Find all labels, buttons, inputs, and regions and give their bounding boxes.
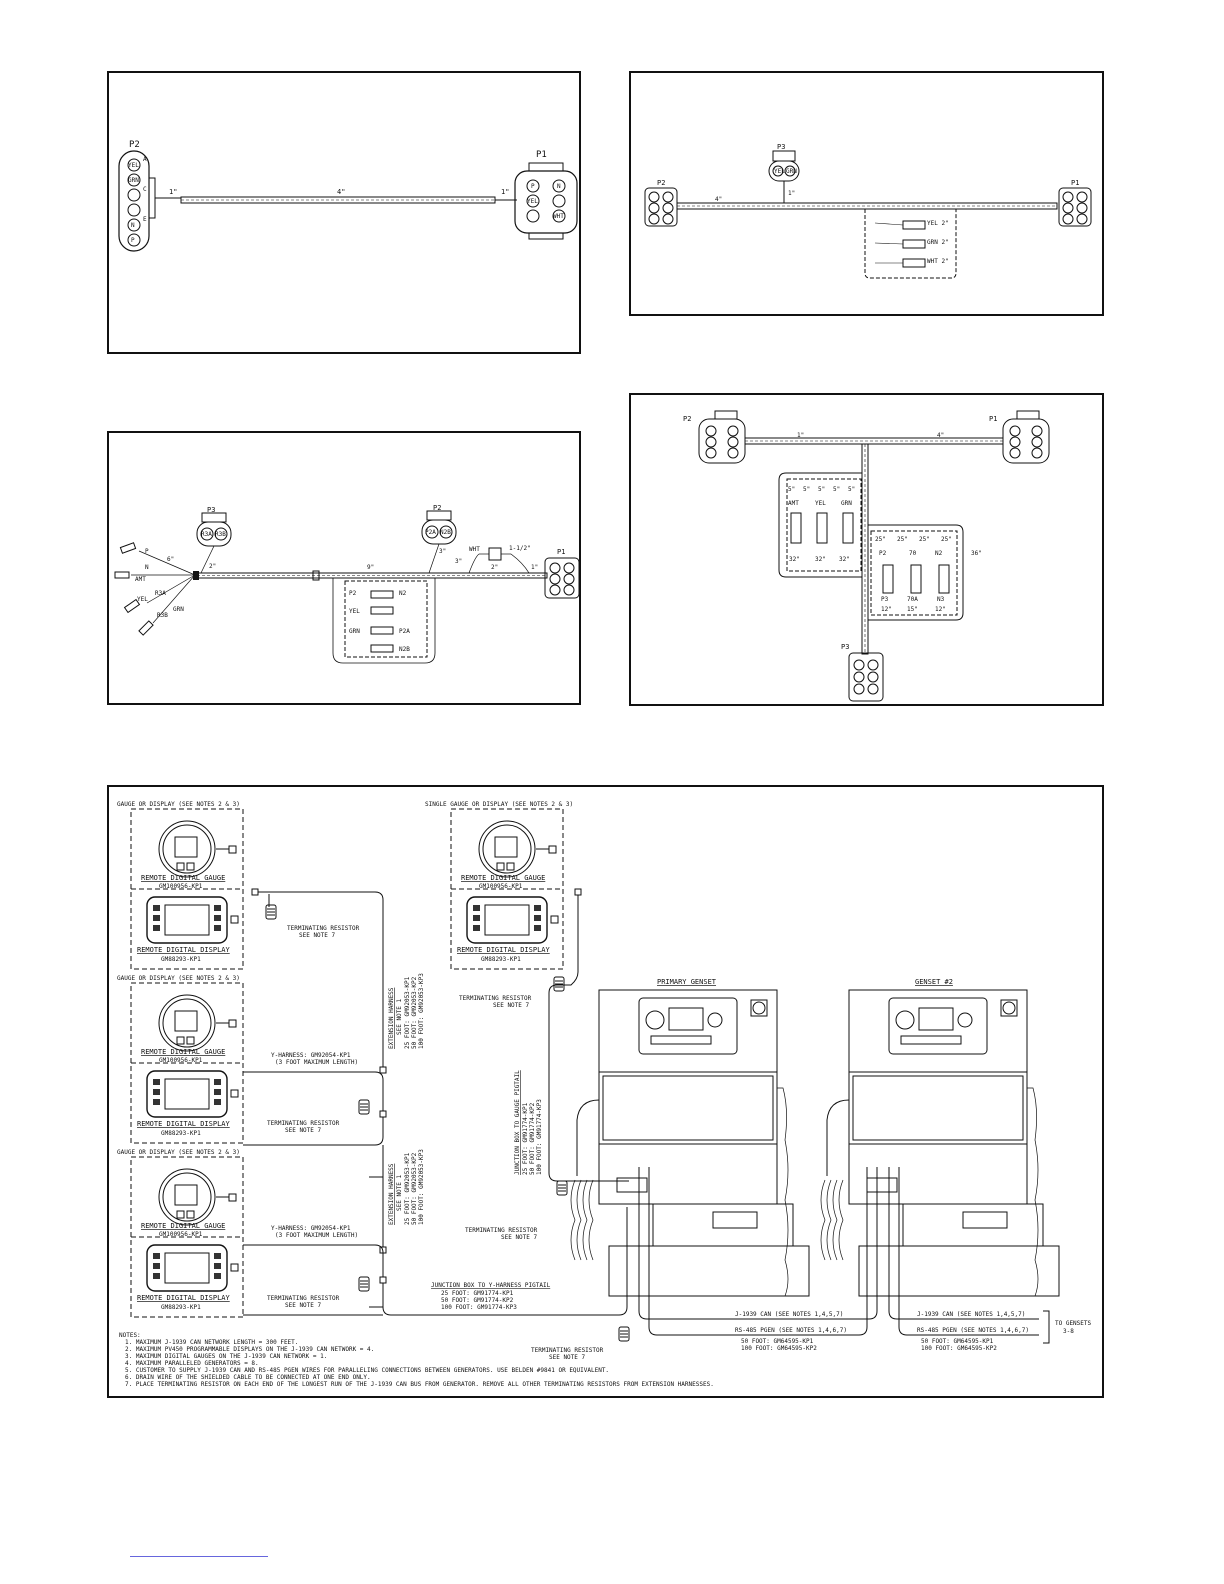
lower-top-2: 25" bbox=[897, 536, 908, 543]
note-5: 5. CUSTOMER TO SUPPLY J-1939 CAN AND RS-485 PGEN WIRES FOR PARALLELING CONNECTIONS BETWEEN GENERATORS. USE BELDEN #9841 OR EQUIVALENT. bbox=[125, 1367, 610, 1374]
footer-rule bbox=[130, 1556, 268, 1557]
term-res-1a: TERMINATING RESISTOR bbox=[287, 925, 360, 932]
len-mid: 4" bbox=[337, 188, 346, 196]
lead-r3a: R3A bbox=[155, 590, 166, 597]
harness-diagram-d bbox=[629, 393, 1104, 706]
extension-harness-wiring bbox=[243, 889, 629, 1315]
group1-gauge-pn: GM100956-KP1 bbox=[159, 883, 203, 890]
upper-bottom-len-3: 32" bbox=[839, 556, 850, 563]
single-display-label: REMOTE DIGITAL DISPLAY bbox=[457, 946, 550, 954]
lower-top-1: 25" bbox=[875, 536, 886, 543]
term-res-5b: SEE NOTE 7 bbox=[501, 1234, 538, 1241]
group3-title: GAUGE OR DISPLAY (SEE NOTES 2 & 3) bbox=[117, 1149, 240, 1156]
len-2: 2" bbox=[209, 563, 217, 570]
primary-pgen-pn1: 50 FOOT: GM64595-KP1 bbox=[741, 1338, 814, 1345]
p2-label: P2 bbox=[657, 179, 666, 187]
jb-y-pn2: 50 FOOT: GM91774-KP2 bbox=[441, 1297, 514, 1304]
upper-len-1: 5" bbox=[788, 486, 796, 493]
lower-len-2: 15" bbox=[907, 606, 918, 613]
ext-harness-2-note: SEE NOTE 1 bbox=[396, 1174, 403, 1211]
lower-len-1: 12" bbox=[881, 606, 892, 613]
group1-display-pn: GM88293-KP1 bbox=[161, 956, 201, 963]
group1-gauge-label: REMOTE DIGITAL GAUGE bbox=[141, 874, 226, 882]
p2-pin-1: YEL bbox=[128, 162, 139, 169]
cable-b bbox=[677, 203, 1057, 278]
len-right: 1" bbox=[501, 188, 510, 196]
p2-label: P2 bbox=[433, 504, 442, 512]
ext-harness-2-title: EXTENSION HARNESS bbox=[388, 1163, 395, 1225]
harness-a-drawing bbox=[109, 73, 583, 356]
yh-2a: Y-HARNESS: GM92054-KP1 bbox=[271, 1225, 351, 1232]
jb-y-title: JUNCTION BOX TO Y-HARNESS PIGTAIL bbox=[431, 1282, 551, 1289]
upper-len-3: 5" bbox=[818, 486, 826, 493]
yh-1a: Y-HARNESS: GM92054-KP1 bbox=[271, 1052, 351, 1059]
connector-p1 bbox=[1003, 411, 1049, 463]
p3-pin-a: R3A bbox=[201, 531, 212, 538]
connector-p2 bbox=[699, 411, 745, 463]
ext-harness-1-pn3: 100 FOOT: GM92053-KP3 bbox=[418, 973, 425, 1049]
single-title: SINGLE GAUGE OR DISPLAY (SEE NOTES 2 & 3) bbox=[425, 801, 574, 808]
harness-d-drawing bbox=[631, 395, 1106, 708]
group3-display-pn: GM88293-KP1 bbox=[161, 1304, 201, 1311]
harness-c-drawing bbox=[109, 433, 583, 707]
genset2-pgen-pn1: 50 FOOT: GM64595-KP1 bbox=[921, 1338, 994, 1345]
group3-display-label: REMOTE DIGITAL DISPLAY bbox=[137, 1294, 230, 1302]
term-res-2a: TERMINATING RESISTOR bbox=[267, 1120, 340, 1127]
note-6: 6. DRAIN WIRE OF THE SHIELDED CABLE TO BE CONNECTED AT ONE END ONLY. bbox=[125, 1374, 371, 1381]
p2-side-e: E bbox=[143, 216, 147, 223]
yh-2b: (3 FOOT MAXIMUM LENGTH) bbox=[275, 1232, 359, 1239]
genset2-drawing bbox=[821, 990, 1059, 1296]
p1-pin-6: WHT bbox=[553, 213, 564, 220]
lower-top-3: 25" bbox=[919, 536, 930, 543]
lower-col-n2: N2 bbox=[935, 550, 943, 557]
p1-pin-1: P bbox=[531, 183, 535, 190]
jb-y-pn1: 25 FOOT: GM91774-KP1 bbox=[441, 1290, 514, 1297]
term-res-3a: TERMINATING RESISTOR bbox=[267, 1295, 340, 1302]
box-label-p2a: P2A bbox=[399, 628, 410, 635]
wire-grn: GRN 2" bbox=[927, 239, 949, 246]
group3-gauge-pn: GM100956-KP1 bbox=[159, 1231, 203, 1238]
p2-pin-5: N bbox=[131, 222, 135, 229]
connector-p1 bbox=[1059, 188, 1091, 226]
p3-pin-2: GRN bbox=[786, 168, 797, 175]
upper-bottom-len-2: 32" bbox=[815, 556, 826, 563]
p1-label: P1 bbox=[989, 415, 998, 423]
genset2-rs485: RS-485 PGEN (SEE NOTES 1,4,6,7) bbox=[917, 1327, 1029, 1334]
system-wiring-drawing bbox=[109, 787, 1106, 1400]
note-3: 3. MAXIMUM DIGITAL GAUGES ON THE J-1939 CAN NETWORK = 1. bbox=[125, 1353, 328, 1360]
p3-label: P3 bbox=[841, 643, 850, 651]
len-2: 1" bbox=[788, 190, 796, 197]
upper-len-4: 5" bbox=[833, 486, 841, 493]
len-3a: 3" bbox=[455, 558, 463, 565]
p3-label: P3 bbox=[207, 506, 216, 514]
len-9: 9" bbox=[367, 564, 375, 571]
lead-len-6: 6" bbox=[167, 556, 175, 563]
p2-pin-b: N2B bbox=[440, 529, 451, 536]
ext-harness-2-pn1: 25 FOOT: GM92053-KP1 bbox=[404, 1152, 411, 1225]
cable-a bbox=[155, 197, 517, 203]
upper-col-amt: AMT bbox=[788, 500, 799, 507]
p3-label: P3 bbox=[777, 143, 786, 151]
len-1: 1" bbox=[531, 564, 539, 571]
genset2-pgen-pn2: 100 FOOT: GM64595-KP2 bbox=[921, 1345, 997, 1352]
term-res-1b: SEE NOTE 7 bbox=[299, 932, 336, 939]
notes-title: NOTES: bbox=[119, 1332, 141, 1339]
box-label-grn: GRN bbox=[349, 628, 360, 635]
box-label-n2b: N2B bbox=[399, 646, 410, 653]
jb-gauge-pn3: 100 FOOT: GM91774-KP3 bbox=[536, 1099, 543, 1175]
term-res-2b: SEE NOTE 7 bbox=[285, 1127, 322, 1134]
primary-genset-drawing bbox=[571, 990, 809, 1296]
upper-bottom-len-1: 32" bbox=[789, 556, 800, 563]
upper-len-2: 5" bbox=[803, 486, 811, 493]
to-gensets-2: 3-8 bbox=[1063, 1328, 1074, 1335]
note-7: 7. PLACE TERMINATING RESISTOR ON EACH END OF THE LONGEST RUN OF THE J-1939 CAN BUS FROM GENERATOR. REMOVE ALL OTHER TERMINATING RESISTORS FROM EXTENSION HARNESSES. bbox=[125, 1381, 714, 1388]
primary-pgen-pn2: 100 FOOT: GM64595-KP2 bbox=[741, 1345, 817, 1352]
len-left: 1" bbox=[797, 432, 805, 439]
genset2-title: GENSET #2 bbox=[915, 978, 953, 986]
p1-pin-3: YEL bbox=[527, 198, 538, 205]
lower-col-70: 70 bbox=[909, 550, 917, 557]
jb-gauge-pn2: 50 FOOT: GM91774-KP2 bbox=[529, 1102, 536, 1175]
lower-len-3: 12" bbox=[935, 606, 946, 613]
primary-j1939: J-1939 CAN (SEE NOTES 1,4,5,7) bbox=[735, 1311, 844, 1318]
harness-diagram-c bbox=[107, 431, 581, 705]
p1-label: P1 bbox=[557, 548, 566, 556]
jb-gauge-title: JUNCTION BOX TO GAUGE PIGTAIL bbox=[514, 1070, 521, 1175]
p1-pin-2: N bbox=[557, 183, 561, 190]
harness-b-drawing bbox=[631, 73, 1106, 318]
p2-pin-6: P bbox=[131, 237, 135, 244]
jb-y-pn3: 100 FOOT: GM91774-KP3 bbox=[441, 1304, 517, 1311]
group2-display-pn: GM88293-KP1 bbox=[161, 1130, 201, 1137]
term-res-4b: SEE NOTE 7 bbox=[493, 1002, 530, 1009]
system-wiring-diagram bbox=[107, 785, 1104, 1398]
genset2-j1939: J-1939 CAN (SEE NOTES 1,4,5,7) bbox=[917, 1311, 1026, 1318]
group3-gauge-label: REMOTE DIGITAL GAUGE bbox=[141, 1222, 226, 1230]
upper-len-5: 5" bbox=[848, 486, 856, 493]
len-1: 4" bbox=[715, 196, 723, 203]
p2-pin-a: P2A bbox=[425, 529, 436, 536]
term-res-5a: TERMINATING RESISTOR bbox=[465, 1227, 538, 1234]
ext-harness-1-note: SEE NOTE 1 bbox=[396, 998, 403, 1035]
cable-c bbox=[115, 543, 547, 663]
ext-harness-2-pn3: 100 FOOT: GM92053-KP3 bbox=[418, 1149, 425, 1225]
group1-title: GAUGE OR DISPLAY (SEE NOTES 2 & 3) bbox=[117, 801, 240, 808]
lead-r3b: R3B bbox=[157, 612, 168, 619]
term-res-6b: SEE NOTE 7 bbox=[549, 1354, 586, 1361]
ext-harness-1-pn2: 50 FOOT: GM92053-KP2 bbox=[411, 976, 418, 1049]
single-gauge-pn: GM100956-KP1 bbox=[479, 883, 523, 890]
ext-harness-1-title: EXTENSION HARNESS bbox=[388, 987, 395, 1049]
harness-diagram-a bbox=[107, 71, 581, 354]
lead-yel: YEL bbox=[137, 596, 148, 603]
wire-wht: WHT 2" bbox=[927, 258, 949, 265]
note-1: 1. MAXIMUM J-1939 CAN NETWORK LENGTH = 300 FEET. bbox=[125, 1339, 299, 1346]
p2-label: P2 bbox=[683, 415, 692, 423]
lower-label-p3: P3 bbox=[881, 596, 889, 603]
single-display-pn: GM88293-KP1 bbox=[481, 956, 521, 963]
box-label-n2: N2 bbox=[399, 590, 407, 597]
cable-d bbox=[745, 438, 1003, 654]
note-4: 4. MAXIMUM PARALLELED GENERATORS = 8. bbox=[125, 1360, 259, 1367]
single-gauge-label: REMOTE DIGITAL GAUGE bbox=[461, 874, 546, 882]
term-res-3b: SEE NOTE 7 bbox=[285, 1302, 322, 1309]
connector-p1 bbox=[545, 558, 579, 598]
wht-terminal-len: 1-1/2" bbox=[509, 545, 531, 552]
group2-gauge-label: REMOTE DIGITAL GAUGE bbox=[141, 1048, 226, 1056]
lead-n: N bbox=[145, 564, 149, 571]
term-res-6a: TERMINATING RESISTOR bbox=[531, 1347, 604, 1354]
p3-pin-b: R3B bbox=[215, 531, 226, 538]
p2-label: P2 bbox=[129, 140, 140, 150]
len-left: 1" bbox=[169, 188, 178, 196]
ext-harness-1-pn1: 25 FOOT: GM92053-KP1 bbox=[404, 976, 411, 1049]
len-3b: 3" bbox=[439, 548, 447, 555]
harness-diagram-b bbox=[629, 71, 1104, 316]
p2-side-c: C bbox=[143, 186, 147, 193]
p3-pin-1: YEL bbox=[774, 168, 785, 175]
wire-yel: YEL 2" bbox=[927, 220, 949, 227]
primary-rs485: RS-485 PGEN (SEE NOTES 1,4,6,7) bbox=[735, 1327, 847, 1334]
p2-side-a: A bbox=[143, 156, 147, 163]
ext-harness-2-pn2: 50 FOOT: GM92053-KP2 bbox=[411, 1152, 418, 1225]
connector-p3 bbox=[849, 653, 883, 701]
len-2b: 2" bbox=[491, 564, 499, 571]
side-len: 36" bbox=[971, 550, 982, 557]
lower-label-70a: 70A bbox=[907, 596, 918, 603]
lower-label-n3: N3 bbox=[937, 596, 945, 603]
group2-display-label: REMOTE DIGITAL DISPLAY bbox=[137, 1120, 230, 1128]
box-label-p2: P2 bbox=[349, 590, 357, 597]
len-right: 4" bbox=[937, 432, 945, 439]
group2-gauge-pn: GM100956-KP1 bbox=[159, 1057, 203, 1064]
term-res-4a: TERMINATING RESISTOR bbox=[459, 995, 532, 1002]
group2-title: GAUGE OR DISPLAY (SEE NOTES 2 & 3) bbox=[117, 975, 240, 982]
p1-label: P1 bbox=[536, 150, 547, 160]
lead-grn: GRN bbox=[173, 606, 184, 613]
jb-gauge-pn1: 25 FOOT: GM91774-KP1 bbox=[522, 1102, 529, 1175]
note-2: 2. MAXIMUM PV450 PROGRAMMABLE DISPLAYS ON THE J-1939 CAN NETWORK = 4. bbox=[125, 1346, 375, 1353]
lower-top-4: 25" bbox=[941, 536, 952, 543]
lead-p: P bbox=[145, 548, 149, 555]
box-label-yel: YEL bbox=[349, 608, 360, 615]
upper-col-yel: YEL bbox=[815, 500, 826, 507]
p1-label: P1 bbox=[1071, 179, 1080, 187]
primary-genset-title: PRIMARY GENSET bbox=[657, 978, 717, 986]
yh-1b: (3 FOOT MAXIMUM LENGTH) bbox=[275, 1059, 359, 1066]
lead-amt: AMT bbox=[135, 576, 146, 583]
p2-pin-2: GRN bbox=[128, 177, 139, 184]
connector-p1 bbox=[515, 163, 577, 239]
lower-col-p2: P2 bbox=[879, 550, 887, 557]
connector-p2 bbox=[422, 511, 456, 573]
connector-p2 bbox=[645, 188, 677, 226]
wht-terminal: WHT bbox=[469, 546, 480, 553]
to-gensets-1: TO GENSETS bbox=[1055, 1320, 1092, 1327]
group1-display-label: REMOTE DIGITAL DISPLAY bbox=[137, 946, 230, 954]
upper-col-grn: GRN bbox=[841, 500, 852, 507]
